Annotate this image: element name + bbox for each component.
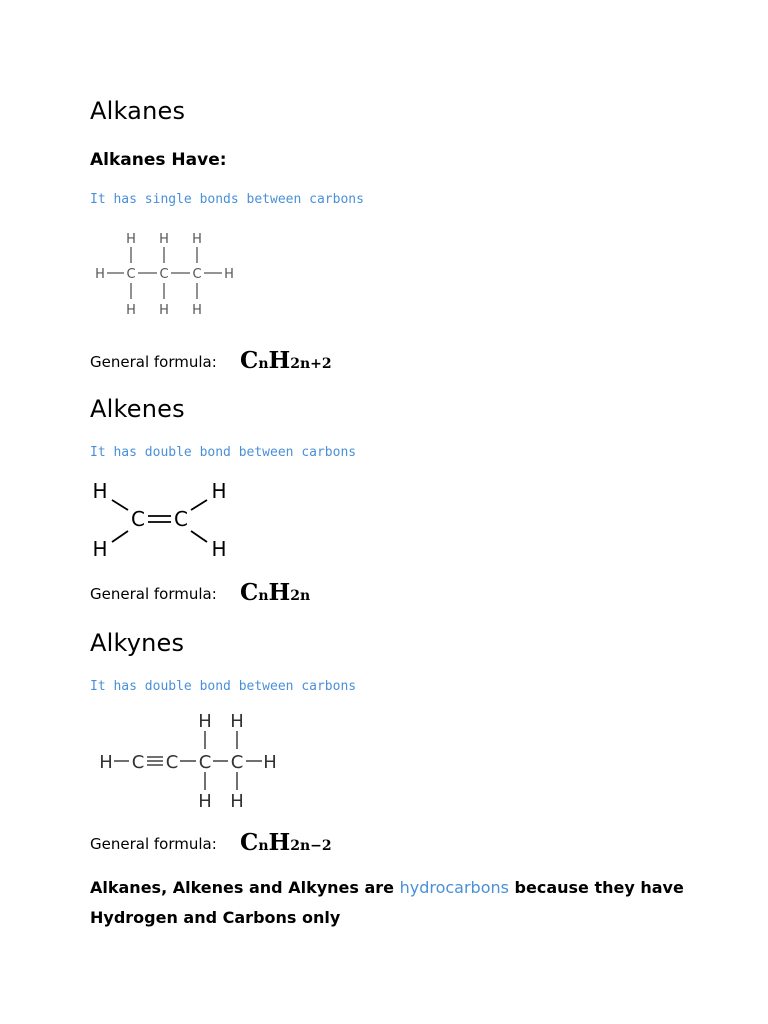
formula-sub-2: 2 bbox=[290, 838, 300, 854]
atom-h: H bbox=[230, 791, 244, 812]
atom-h: H bbox=[198, 791, 212, 812]
formula-sub-2: 2 bbox=[290, 588, 300, 604]
atom-h: H bbox=[192, 232, 202, 247]
atom-c: C bbox=[159, 267, 169, 282]
formula-c: C bbox=[240, 829, 259, 856]
atom-h: H bbox=[126, 303, 136, 318]
atom-h: H bbox=[192, 303, 202, 318]
alkynes-formula-label: General formula: bbox=[90, 835, 217, 853]
summary-text: because they have Hydrogen and Carbons only bbox=[90, 878, 684, 927]
atom-h: H bbox=[263, 752, 277, 773]
alkenes-formula-label: General formula: bbox=[90, 585, 217, 603]
atom-h: H bbox=[211, 479, 227, 503]
formula-sub-2: 2 bbox=[321, 356, 332, 372]
formula-sub-2: 2 bbox=[321, 838, 332, 854]
alkanes-formula-label: General formula: bbox=[90, 353, 217, 371]
atom-h: H bbox=[92, 479, 108, 503]
alkenes-note: It has double bond between carbons bbox=[90, 445, 357, 460]
atom-c: C bbox=[131, 752, 145, 773]
alkynes-note: It has double bond between carbons bbox=[90, 679, 357, 694]
alkenes-title: Alkenes bbox=[90, 395, 185, 423]
formula-c: C bbox=[240, 347, 259, 374]
propyne-structure-diagram bbox=[90, 706, 290, 812]
formula-sub-n: n− bbox=[299, 838, 322, 854]
alkynes-general-formula bbox=[240, 831, 332, 854]
formula-c: C bbox=[240, 579, 259, 606]
atom-h: H bbox=[224, 267, 234, 282]
atom-h: H bbox=[230, 711, 244, 732]
alkanes-general-formula bbox=[240, 349, 332, 372]
atom-c: C bbox=[126, 267, 136, 282]
formula-sub-n: n bbox=[258, 356, 269, 372]
formula-h: H bbox=[268, 829, 291, 856]
atom-h: H bbox=[159, 232, 169, 247]
formula-sub-n: n bbox=[258, 838, 269, 854]
atom-c: C bbox=[198, 752, 212, 773]
atom-c: C bbox=[165, 752, 179, 773]
alkanes-title: Alkanes bbox=[90, 97, 186, 125]
atom-h: H bbox=[126, 232, 136, 247]
atom-h: H bbox=[92, 537, 108, 560]
atom-h: H bbox=[159, 303, 169, 318]
atom-h: H bbox=[211, 537, 227, 560]
formula-sub-2: 2 bbox=[290, 356, 300, 372]
formula-sub-n: n bbox=[258, 588, 269, 604]
formula-h: H bbox=[268, 347, 291, 374]
atom-h: H bbox=[99, 752, 113, 773]
hydrocarbons-highlight: hydrocarbons bbox=[399, 878, 509, 897]
propane-structure-diagram bbox=[90, 225, 250, 320]
summary-paragraph bbox=[90, 873, 690, 933]
alkanes-subtitle: Alkanes Have: bbox=[90, 150, 227, 170]
alkanes-note: It has single bonds between carbons bbox=[90, 192, 364, 207]
formula-sub-n: n+ bbox=[299, 356, 322, 372]
formula-sub-n: n bbox=[299, 588, 311, 604]
atom-c: C bbox=[230, 752, 244, 773]
formula-h: H bbox=[268, 579, 291, 606]
summary-text: Alkanes, Alkenes and Alkynes are bbox=[90, 878, 400, 897]
alkenes-general-formula bbox=[240, 581, 310, 604]
atom-c: C bbox=[131, 507, 145, 531]
ethene-structure-diagram bbox=[88, 476, 238, 560]
atom-c: C bbox=[192, 267, 202, 282]
atom-h: H bbox=[95, 267, 105, 282]
atom-c: C bbox=[174, 507, 188, 531]
alkynes-title: Alkynes bbox=[90, 629, 185, 657]
atom-h: H bbox=[198, 711, 212, 732]
